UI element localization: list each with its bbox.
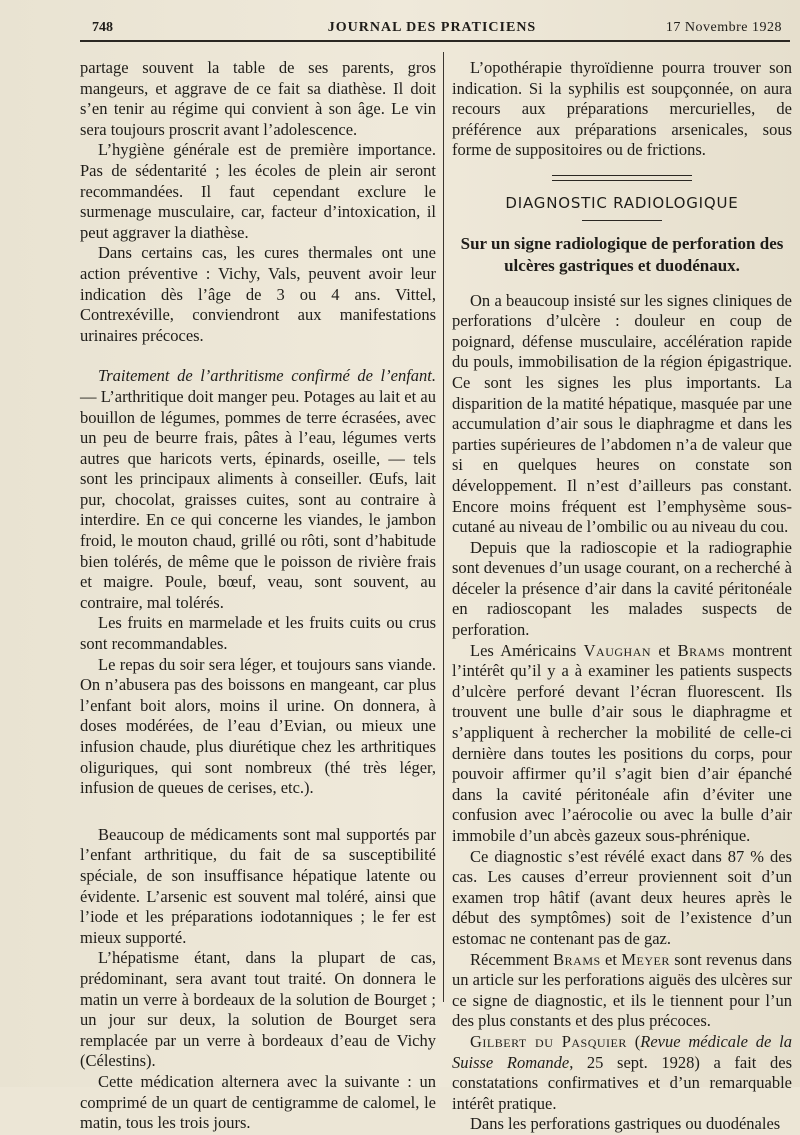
paragraph: Dans les perforations gastriques ou duodénales: [470, 1114, 781, 1134]
paragraph: [452, 950, 792, 1032]
text: et: [651, 640, 678, 660]
paragraph: L’hépatisme étant, dans la plupart de cas, prédominant, sera avant tout traité. On donnera le matin un verre à bordeaux de la solution de Bourget ; un jour sur deux, la solution de Bourget sera remplacée par un verre à bordeaux d’eau de Vichy (Célestins).: [80, 948, 436, 1071]
paragraph: [452, 641, 792, 847]
header-rule: [80, 40, 790, 42]
author-name: Meyer: [621, 949, 670, 969]
paragraph: Depuis que la radioscopie et la radiographie sont devenues d’un usage courant, on a recherché à déceler la présence d’air dans la cavité péritonéale en radioscopant les malades suspects de perforation.: [452, 537, 792, 640]
spacer: [80, 799, 436, 825]
paragraph: L’opothérapie thyroïdienne pourra trouver son indication. Si la syphilis est soupçonnée, on aura recours aux préparations mercurielles, de préférence aux préparations arsenicales, sous forme de suppositoires ou de frictions.: [452, 58, 792, 160]
paragraph: [80, 366, 436, 613]
journal-reference: Revue médicale de la Suisse Romande: [452, 1031, 793, 1072]
text: , 25 sept. 1928) a fait des constatations confirmatives et d’un remarquable intérêt pratique.: [452, 1052, 792, 1113]
issue-date: 17 Novembre 1928: [665, 20, 782, 35]
paragraph-text: — L’arthritique doit manger peu. Potages au lait et au bouillon de légumes, pommes de terre écrasées, avec un peu de beurre frais, pâtes à l’eau, légumes verts autres que haricots verts, épinards, oseille, — tels sont les principaux aliments à conseiller. Œufs, lait pur, chocolat, graisses cuites, sont au contraire à interdire. En ce qui concerne les viandes, le jambon froid, le mouton chaud, grillé ou rôti, sont d’habitude bien tolérés, de même que le poisson de rivière frais et maigre. Poule, bœuf, veau, sont souvent, au contraire, mal tolérés.: [80, 386, 436, 612]
paragraph: Dans certains cas, les cures thermales ont une action préventive : Vichy, Vals, peuvent avoir leur indication dès l’âge de 3 ou 4 ans. Vittel, Contrexéville, conviendront aux manifestations urinaires précoces.: [80, 243, 436, 345]
left-column: [80, 58, 436, 1134]
paragraph: Beaucoup de médicaments sont mal supportés par l’enfant arthritique, du fait de sa susceptibilité spéciale, de son insuffisance hépatique latente ou évidente. L’arsenic est souvent mal toléré, ainsi que l’iode et les préparations iodotanniques ; le fer est mieux supporté.: [80, 824, 436, 947]
subheading: Traitement de l’arthritisme confirmé de l’enfant.: [98, 366, 436, 386]
article-title: Sur un signe radiologique de perforation des ulcères gastriques et duodénaux.: [460, 233, 784, 275]
title-rule: [582, 220, 662, 221]
paragraph: On a beaucoup insisté sur les signes cliniques de perforations d’ulcère : douleur en coup de poignard, défense musculaire, accélération rapide du pouls, immobilisation de la région épigastrique. Ce sont les signes les plus importants. La disparition de la matité hépatique, masquée par une accumulation d’air sous le diaphragme et dans les parties supérieures de l’abdomen n’a de valeur que si en quelques heures on constate son développement. Il n’est d’ailleurs pas constant. Encore moins fréquent est l’emphysème sous-cutané au niveau de l’ombilic ou au niveau du cou.: [452, 290, 792, 537]
text: montrent l’intérêt qu’il y a à examiner les patients suspects d’ulcère perforé devant l’écran fluorescent. Ils trouvent une bulle d’air sous le diaphragme et s’appliquent à rechercher la mobilité de celle-ci dernière dans toutes les positions du corps, pour pouvoir affirmer qu’il s’agit bien d’air épanché dans la cavité péritonéale afin d’éviter une confusion avec l’aérocolie ou avec la bulle d’air immobile d’un abcès gazeux sous-phrénique.: [452, 640, 792, 845]
author-name: Vaughan: [583, 640, 652, 660]
spacer: [80, 346, 436, 366]
text: sont revenus dans un article sur les perforations aiguës des ulcères sur ce signe de diagnostic, et ils le tiennent pour l’un des plus constants et des plus précoces.: [452, 949, 792, 1031]
page-number: 748: [92, 20, 113, 35]
section-rule: [552, 175, 692, 181]
column-divider: [443, 52, 444, 1002]
author-name: Brams: [553, 949, 601, 969]
author-name: Gilbert du Pasquier: [470, 1031, 627, 1051]
paragraph: partage souvent la table de ses parents, gros mangeurs, et aggrave de ce fait sa diathèse. Il doit s’en tenir au régime qui convient à son âge. Le vin sera toujours proscrit avant l’adolescence.: [80, 58, 436, 139]
paragraph: Le repas du soir sera léger, et toujours sans viande. On n’abusera pas des boissons en mangeant, car plus l’enfant boit alors, moins il urine. On donnera, à doses modérées, de l’eau d’Evian, ou mieux une infusion chaude, plus diurétique chez les arthritiques oliguriques, qui sont nombreux (thé très léger, infusion de queues de cerises, etc.).: [80, 654, 436, 798]
paragraph: Les fruits en marmelade et les fruits cuits ou crus sont recommandables.: [80, 613, 436, 654]
right-column: [452, 58, 792, 1135]
section-title: DIAGNOSTIC RADIOLOGIQUE: [505, 193, 739, 212]
paragraph: Gilbert du Pasquier (Revue médicale de la Suisse Romande, 25 sept. 1928) a fait des constatations confirmatives et d’un remarquable intérêt pratique.: [452, 1031, 793, 1113]
paragraph: Cette médication alternera avec la suivante : un comprimé de un quart de centigramme de calomel, le matin, tous les trois jours.: [80, 1071, 436, 1133]
paragraph: L’hygiène générale est de première importance. Pas de sédentarité ; les écoles de plein air seront recommandées. Il faut cependant exclure le surmenage musculaire, car, facteur d’intoxication, il peut aggraver la diathèse.: [80, 140, 436, 242]
text: Récemment: [470, 949, 554, 969]
journal-title: JOURNAL DES PRATICIENS: [327, 20, 537, 35]
text: Les Américains: [470, 640, 584, 660]
author-name: Brams: [677, 640, 726, 660]
page-header: [82, 20, 782, 42]
text: et: [600, 949, 622, 969]
paragraph: Ce diagnostic s’est révélé exact dans 87 % des cas. Les causes d’erreur proviennent soit d’un examen trop hâtif (avant deux heures après le début des symptômes) soit de l’existence d’un estomac ne contenant pas de gaz.: [452, 846, 792, 948]
